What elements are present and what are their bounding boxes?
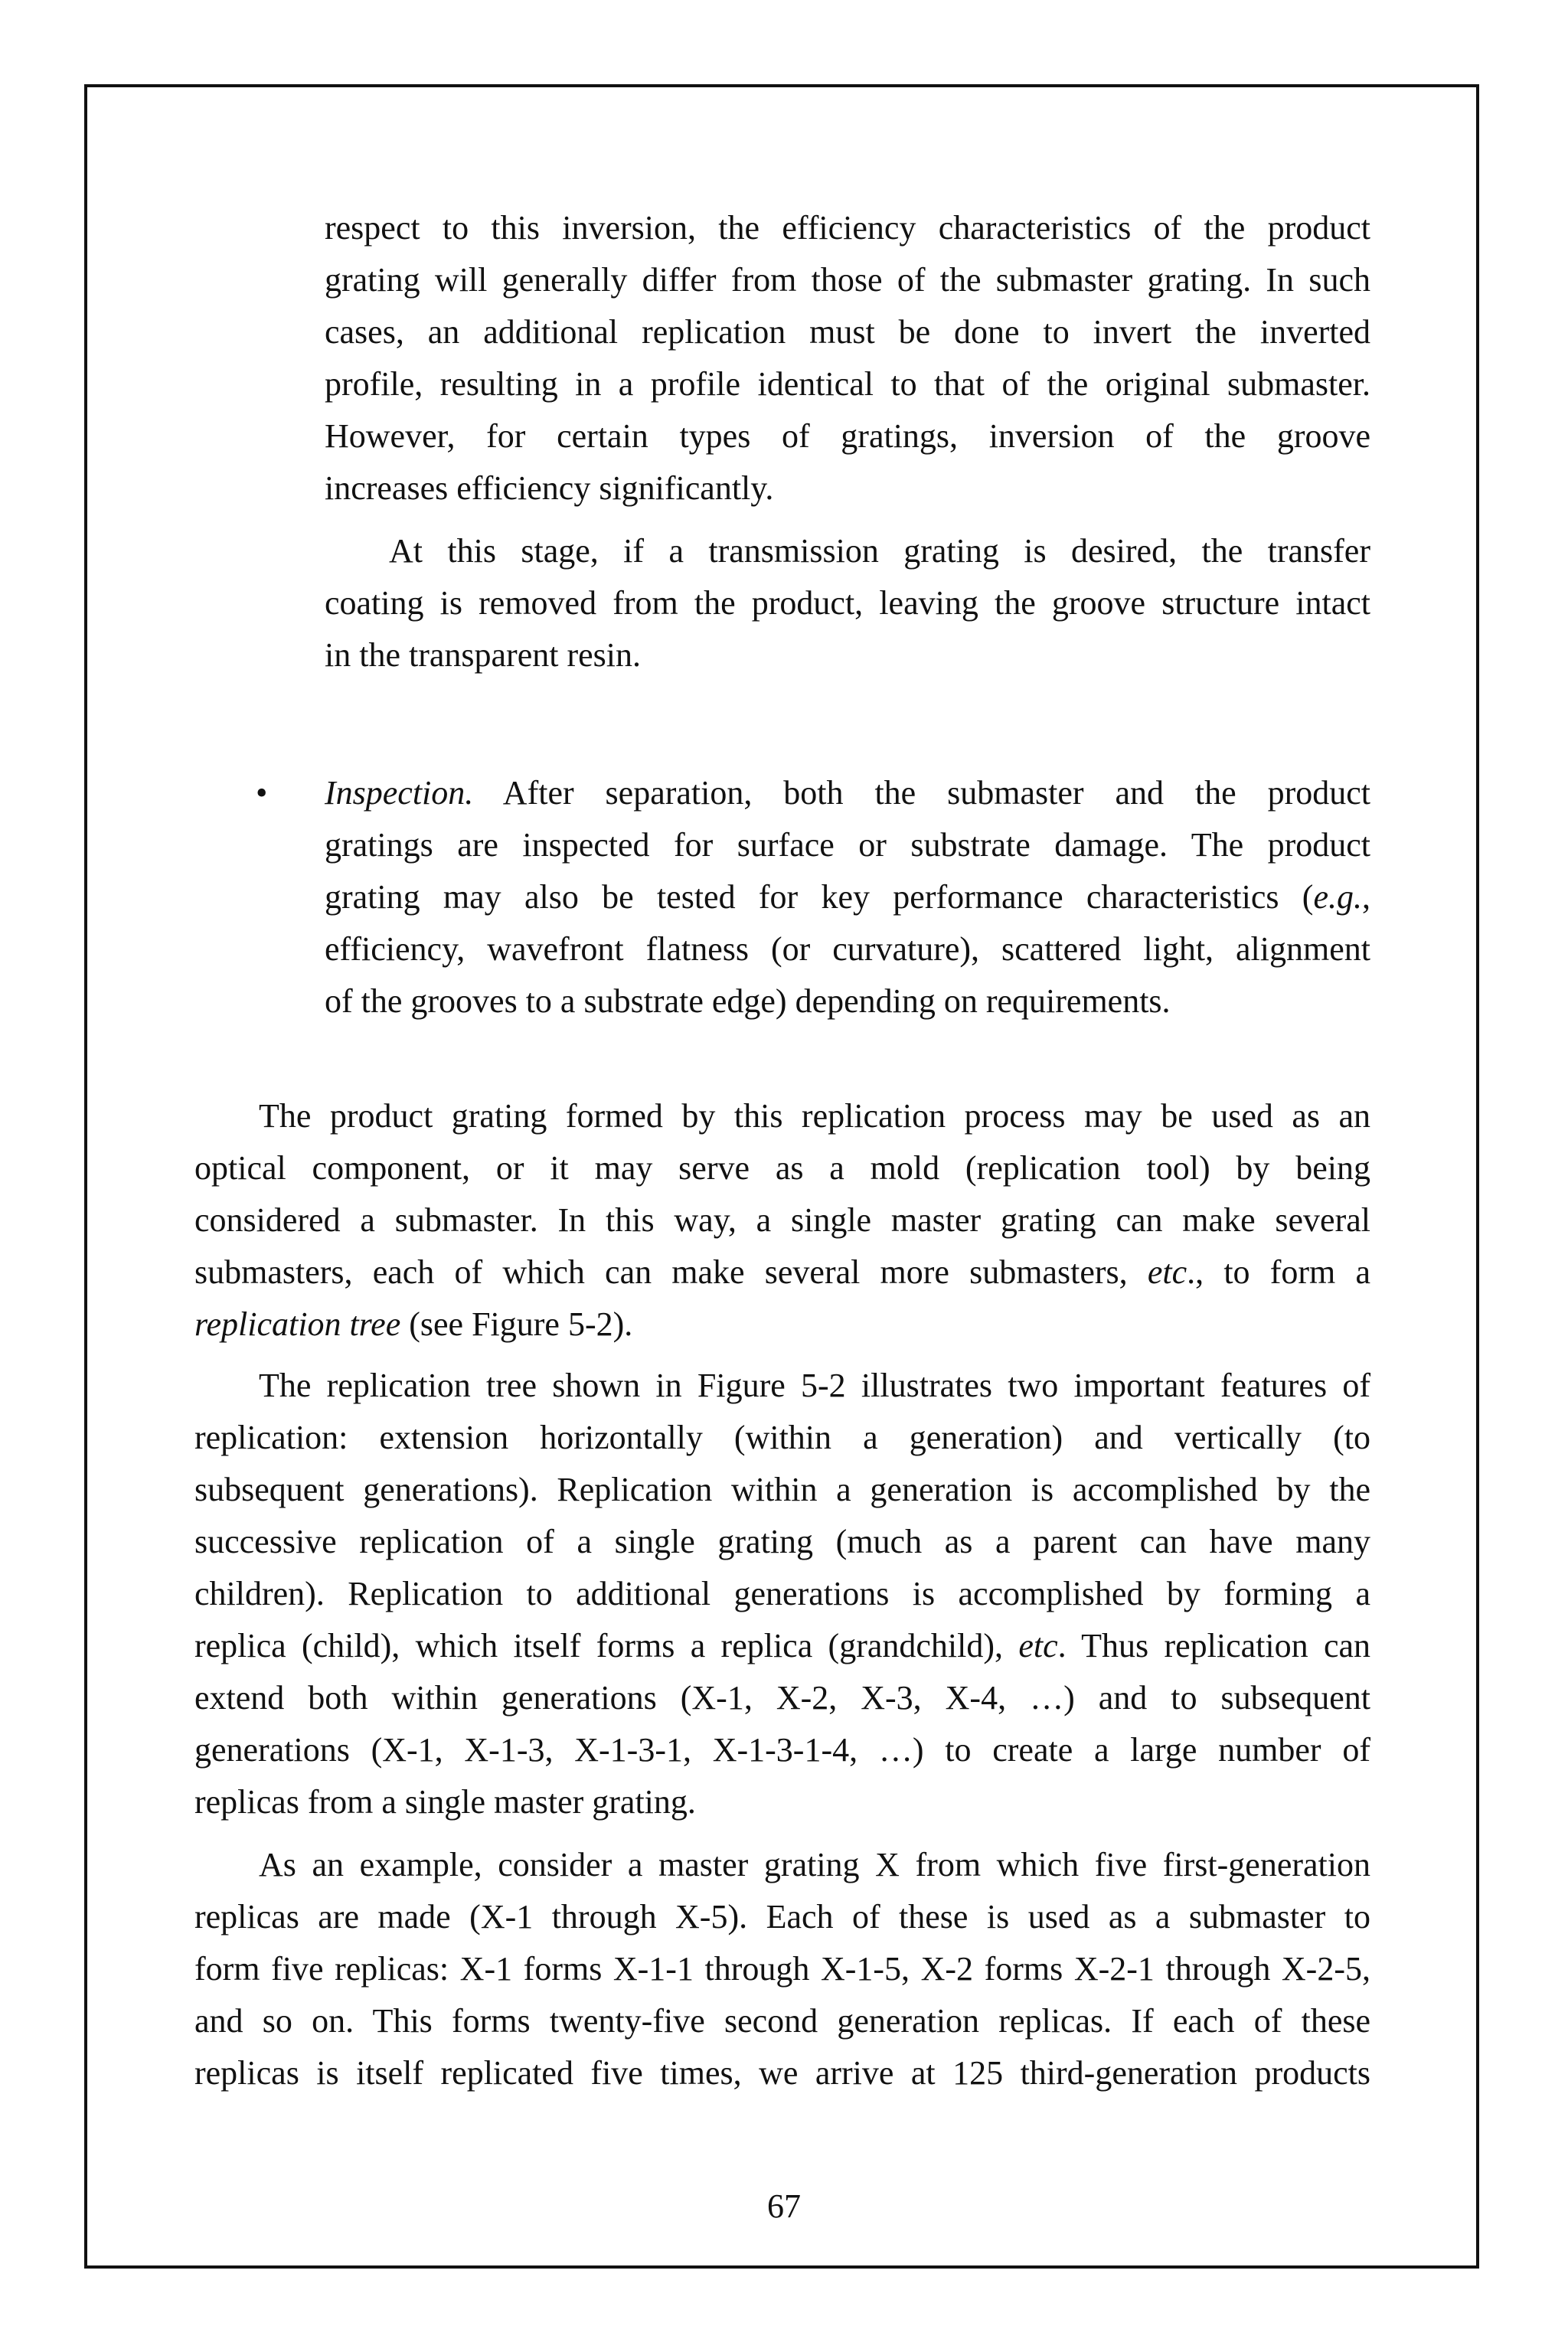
text-line [194, 1620, 1370, 1672]
text-line [325, 767, 1370, 819]
text-line: replicas are made (X-1 through X-5). Each of these is used as a submaster to [194, 1898, 1370, 1936]
text-span-italic: replication tree [194, 1305, 401, 1343]
paragraph-replication-tree [194, 1360, 1370, 1828]
text-line: respect to this inversion, the efficiency characteristics of the product [325, 209, 1370, 247]
text-span: (see Figure 5-2). [409, 1305, 633, 1343]
text-line: grating will generally differ from those of the submaster grating. In such [325, 261, 1370, 299]
text-line: The product grating formed by this replication process may be used as an [259, 1097, 1370, 1135]
bullet-inspection [325, 767, 1370, 1027]
text-line [194, 1246, 1370, 1298]
page-number: 67 [767, 2187, 801, 2225]
text-span: ., to form a [1187, 1253, 1370, 1291]
text-line: successive replication of a single grating (much as a parent can have many [194, 1523, 1370, 1560]
text-line: However, for certain types of gratings, inversion of the groove [325, 417, 1370, 455]
text-line: gratings are inspected for surface or substrate damage. The product [325, 826, 1370, 864]
text-line [325, 871, 1370, 923]
paragraph-inversion [325, 202, 1370, 514]
paragraph-transmission [325, 525, 1370, 681]
text-line: profile, resulting in a profile identical to that of the original submaster. [325, 365, 1370, 403]
text-span: grating may also be tested for key performance characteristics ( [325, 878, 1314, 916]
text-line: generations (X-1, X-1-3, X-1-3-1, X-1-3-1-4, …) to create a large number of [194, 1731, 1370, 1769]
text-line: efficiency, wavefront flatness (or curvature), scattered light, alignment [325, 930, 1370, 968]
text-line: children). Replication to additional generations is accomplished by forming a [194, 1575, 1370, 1612]
paragraph-product-grating [194, 1090, 1370, 1351]
text-line: As an example, consider a master grating X from which five first-generation [259, 1846, 1370, 1883]
text-line: form five replicas: X-1 forms X-1-1 through X-1-5, X-2 forms X-2-1 through X-2-5, [194, 1950, 1370, 1988]
text-span: After separation, both the submaster and the product [502, 774, 1370, 812]
text-span: . Thus replication can [1057, 1627, 1371, 1664]
text-line: increases efficiency significantly. [325, 469, 774, 507]
text-span: replica (child), which itself forms a replica (grandchild), [194, 1627, 1004, 1664]
text-line: replicas is itself replicated five times, we arrive at 125 third-generation products [194, 2054, 1370, 2092]
text-line: The replication tree shown in Figure 5-2 illustrates two important features of [259, 1367, 1370, 1404]
bullet-symbol: • [256, 774, 268, 812]
text-span: submasters, each of which can make several more submasters, [194, 1253, 1128, 1291]
text-line: of the grooves to a substrate edge) depending on requirements. [325, 982, 1171, 1020]
text-span: , [1362, 878, 1370, 916]
text-line: replicas from a single master grating. [194, 1783, 696, 1821]
inspection-title: Inspection. [325, 774, 474, 812]
paragraph-example [194, 1839, 1370, 2099]
text-line: subsequent generations). Replication within a generation is accomplished by the [194, 1471, 1370, 1508]
text-span-italic: etc [1018, 1627, 1058, 1664]
text-line: in the transparent resin. [325, 636, 641, 674]
text-line: considered a submaster. In this way, a single master grating can make several [194, 1201, 1370, 1239]
text-span-italic: etc [1147, 1253, 1187, 1291]
text-line: optical component, or it may serve as a mold (replication tool) by being [194, 1149, 1370, 1187]
text-line: extend both within generations (X-1, X-2, X-3, X-4, …) and to subsequent [194, 1679, 1370, 1717]
text-line: coating is removed from the product, leaving the groove structure intact [325, 584, 1370, 622]
text-line: and so on. This forms twenty-five second generation replicas. If each of these [194, 2002, 1370, 2040]
text-line: replication: extension horizontally (within a generation) and vertically (to [194, 1419, 1370, 1456]
text-line: At this stage, if a transmission grating is desired, the transfer [389, 532, 1370, 570]
text-line [194, 1298, 1370, 1351]
text-line: cases, an additional replication must be done to invert the inverted [325, 313, 1370, 351]
text-span-italic: e.g. [1313, 878, 1362, 916]
